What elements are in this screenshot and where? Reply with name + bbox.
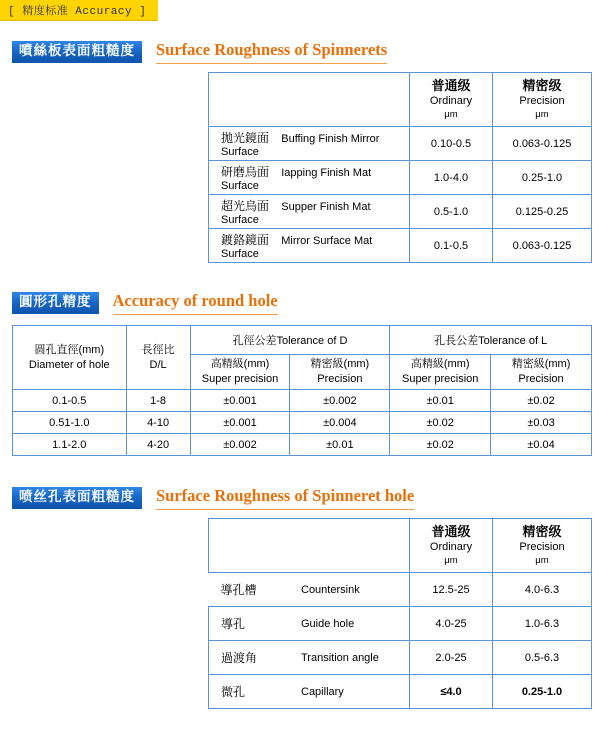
table-row xyxy=(209,195,592,229)
cell-d-precision: ±0.01 xyxy=(290,434,390,456)
table-row xyxy=(209,573,592,607)
row-ordinary-value: 0.5-1.0 xyxy=(410,195,493,229)
header-l-precision-en: Precision xyxy=(518,373,564,385)
table-accuracy-round-hole xyxy=(12,325,592,456)
cell-l-precision: ±0.02 xyxy=(491,390,592,412)
row-precision-value: 0.25-1.0 xyxy=(493,675,592,709)
row-ordinary-value: 0.1-0.5 xyxy=(410,229,493,263)
row-label-en: Transition angle xyxy=(299,641,410,675)
header-dl-ratio xyxy=(126,326,190,390)
section-1-title-en: Surface Roughness of Spinnerets xyxy=(156,40,387,64)
row-precision-value: 0.25-1.0 xyxy=(493,161,592,195)
section-2-title-en: Accuracy of round hole xyxy=(113,291,278,315)
section-3-title-cn: 喷丝孔表面粗糙度 xyxy=(12,487,142,509)
table-row xyxy=(209,229,592,263)
header-ordinary-cn: 普通级 xyxy=(431,524,471,540)
header-d-super-precision-cn: 高精級(mm) xyxy=(210,358,270,371)
table-row xyxy=(13,434,592,456)
row-label-cn: 鍍鉻鏡面 xyxy=(221,233,270,247)
cell-d-super: ±0.001 xyxy=(190,390,290,412)
header-precision-cn: 精密级 xyxy=(522,78,562,94)
header-l-super-precision-en: Super precision xyxy=(401,373,479,385)
row-ordinary-value: ≤4.0 xyxy=(410,675,493,709)
header-dl-cn: 長徑比 xyxy=(141,343,175,356)
section-heading-round-hole xyxy=(12,291,278,315)
row-label-cell xyxy=(209,229,410,263)
row-label-cn: 超光烏面 xyxy=(221,199,270,213)
header-d-super-precision xyxy=(190,355,290,390)
header-ordinary xyxy=(410,73,493,127)
header-blank-cell xyxy=(209,519,410,573)
header-precision-en: Precision xyxy=(519,541,565,554)
header-precision-unit: μm xyxy=(535,554,549,566)
cell-d-super: ±0.001 xyxy=(190,412,290,434)
row-ordinary-value: 1.0-4.0 xyxy=(410,161,493,195)
cell-d-super: ±0.002 xyxy=(190,434,290,456)
row-ordinary-value: 12.5-25 xyxy=(410,573,493,607)
header-group-tolerance-d: 孔徑公差Tolerance of D xyxy=(190,326,390,355)
row-label-en: Countersink xyxy=(299,573,410,607)
header-ordinary-cn: 普通级 xyxy=(431,78,471,94)
cell-diameter: 0.51-1.0 xyxy=(13,412,127,434)
row-label-cell xyxy=(209,161,410,195)
row-precision-value: 1.0-6.3 xyxy=(493,607,592,641)
header-l-precision-cn: 精密級(mm) xyxy=(511,358,571,371)
cell-l-super: ±0.02 xyxy=(390,434,491,456)
table-row xyxy=(13,412,592,434)
row-label-cell xyxy=(209,195,410,229)
header-precision xyxy=(493,519,592,573)
table-row xyxy=(209,607,592,641)
table-row xyxy=(13,390,592,412)
cell-dl: 4-20 xyxy=(126,434,190,456)
row-ordinary-value: 4.0-25 xyxy=(410,607,493,641)
cell-l-super: ±0.02 xyxy=(390,412,491,434)
cell-d-precision: ±0.004 xyxy=(290,412,390,434)
row-label-cell xyxy=(209,127,410,161)
cell-l-precision: ±0.04 xyxy=(491,434,592,456)
row-label-en: Guide hole xyxy=(299,607,410,641)
header-diameter-en: Diameter of hole xyxy=(28,358,110,371)
header-ordinary-unit: μm xyxy=(444,108,458,120)
accuracy-banner xyxy=(0,0,158,21)
table-row xyxy=(209,127,592,161)
header-ordinary-en: Ordinary xyxy=(429,95,473,108)
row-precision-value: 0.063-0.125 xyxy=(493,127,592,161)
section-heading-spinneret-hole-roughness xyxy=(12,486,414,510)
cell-l-super: ±0.01 xyxy=(390,390,491,412)
row-label-en: Buffing Finish Mirror Surface xyxy=(221,133,380,158)
table-surface-roughness-spinnerets xyxy=(208,72,592,263)
row-precision-value: 4.0-6.3 xyxy=(493,573,592,607)
row-ordinary-value: 2.0-25 xyxy=(410,641,493,675)
header-l-precision xyxy=(491,355,592,390)
header-diameter-cn: 圆孔直徑(mm) xyxy=(34,343,105,356)
header-group-tolerance-l: 孔長公差Tolerance of L xyxy=(390,326,592,355)
header-d-precision-cn: 精密級(mm) xyxy=(310,358,370,371)
table-row xyxy=(209,641,592,675)
row-ordinary-value: 0.10-0.5 xyxy=(410,127,493,161)
cell-diameter: 0.1-0.5 xyxy=(13,390,127,412)
row-label-cn: 研磨烏面 xyxy=(221,165,270,179)
row-label-cn: 導孔槽 xyxy=(220,583,257,597)
row-label-en: Capillary xyxy=(299,675,410,709)
row-label-cn: 過渡角 xyxy=(209,641,300,675)
row-label-en: Supper Finish Mat Surface xyxy=(221,201,371,226)
header-d-precision-en: Precision xyxy=(317,373,363,385)
section-2-title-cn: 圓形孔精度 xyxy=(12,292,99,314)
header-precision-cn: 精密级 xyxy=(522,524,562,540)
table-row xyxy=(209,161,592,195)
header-diameter-of-hole xyxy=(13,326,127,390)
cell-l-precision: ±0.03 xyxy=(491,412,592,434)
row-label-en: Mirror Surface Mat Surface xyxy=(221,235,373,260)
header-precision xyxy=(493,73,592,127)
table-header-row xyxy=(209,519,592,573)
table-header-row-1 xyxy=(13,326,592,355)
cell-d-precision: ±0.002 xyxy=(290,390,390,412)
section-1-title-cn: 噴絲板表面粗糙度 xyxy=(12,41,142,63)
row-label-en: Iapping Finish Mat Surface xyxy=(221,167,372,192)
row-label-cn: 微孔 xyxy=(209,675,300,709)
header-ordinary xyxy=(410,519,493,573)
table-header-row xyxy=(209,73,592,127)
cell-diameter: 1.1-2.0 xyxy=(13,434,127,456)
header-blank-cell xyxy=(209,73,410,127)
header-ordinary-unit: μm xyxy=(444,554,458,566)
row-label-cn: 導孔 xyxy=(209,607,300,641)
table-surface-roughness-spinneret-hole xyxy=(208,518,592,709)
header-precision-en: Precision xyxy=(519,95,565,108)
section-heading-spinneret-roughness xyxy=(12,40,387,64)
cell-dl: 1-8 xyxy=(126,390,190,412)
accuracy-banner-label: [ 精度标准 Accuracy ] xyxy=(8,6,147,18)
row-precision-value: 0.5-6.3 xyxy=(493,641,592,675)
header-ordinary-en: Ordinary xyxy=(429,541,473,554)
header-d-precision xyxy=(290,355,390,390)
row-precision-value: 0.063-0.125 xyxy=(493,229,592,263)
header-l-super-precision xyxy=(390,355,491,390)
header-precision-unit: μm xyxy=(535,108,549,120)
table-row xyxy=(209,675,592,709)
cell-dl: 4-10 xyxy=(126,412,190,434)
header-d-super-precision-en: Super precision xyxy=(201,373,279,385)
section-3-title-en: Surface Roughness of Spinneret hole xyxy=(156,486,414,510)
header-dl-en: D/L xyxy=(149,358,167,371)
header-l-super-precision-cn: 高精級(mm) xyxy=(410,358,470,371)
row-precision-value: 0.125-0.25 xyxy=(493,195,592,229)
row-label-cn: 拋光鏡面 xyxy=(221,131,270,145)
